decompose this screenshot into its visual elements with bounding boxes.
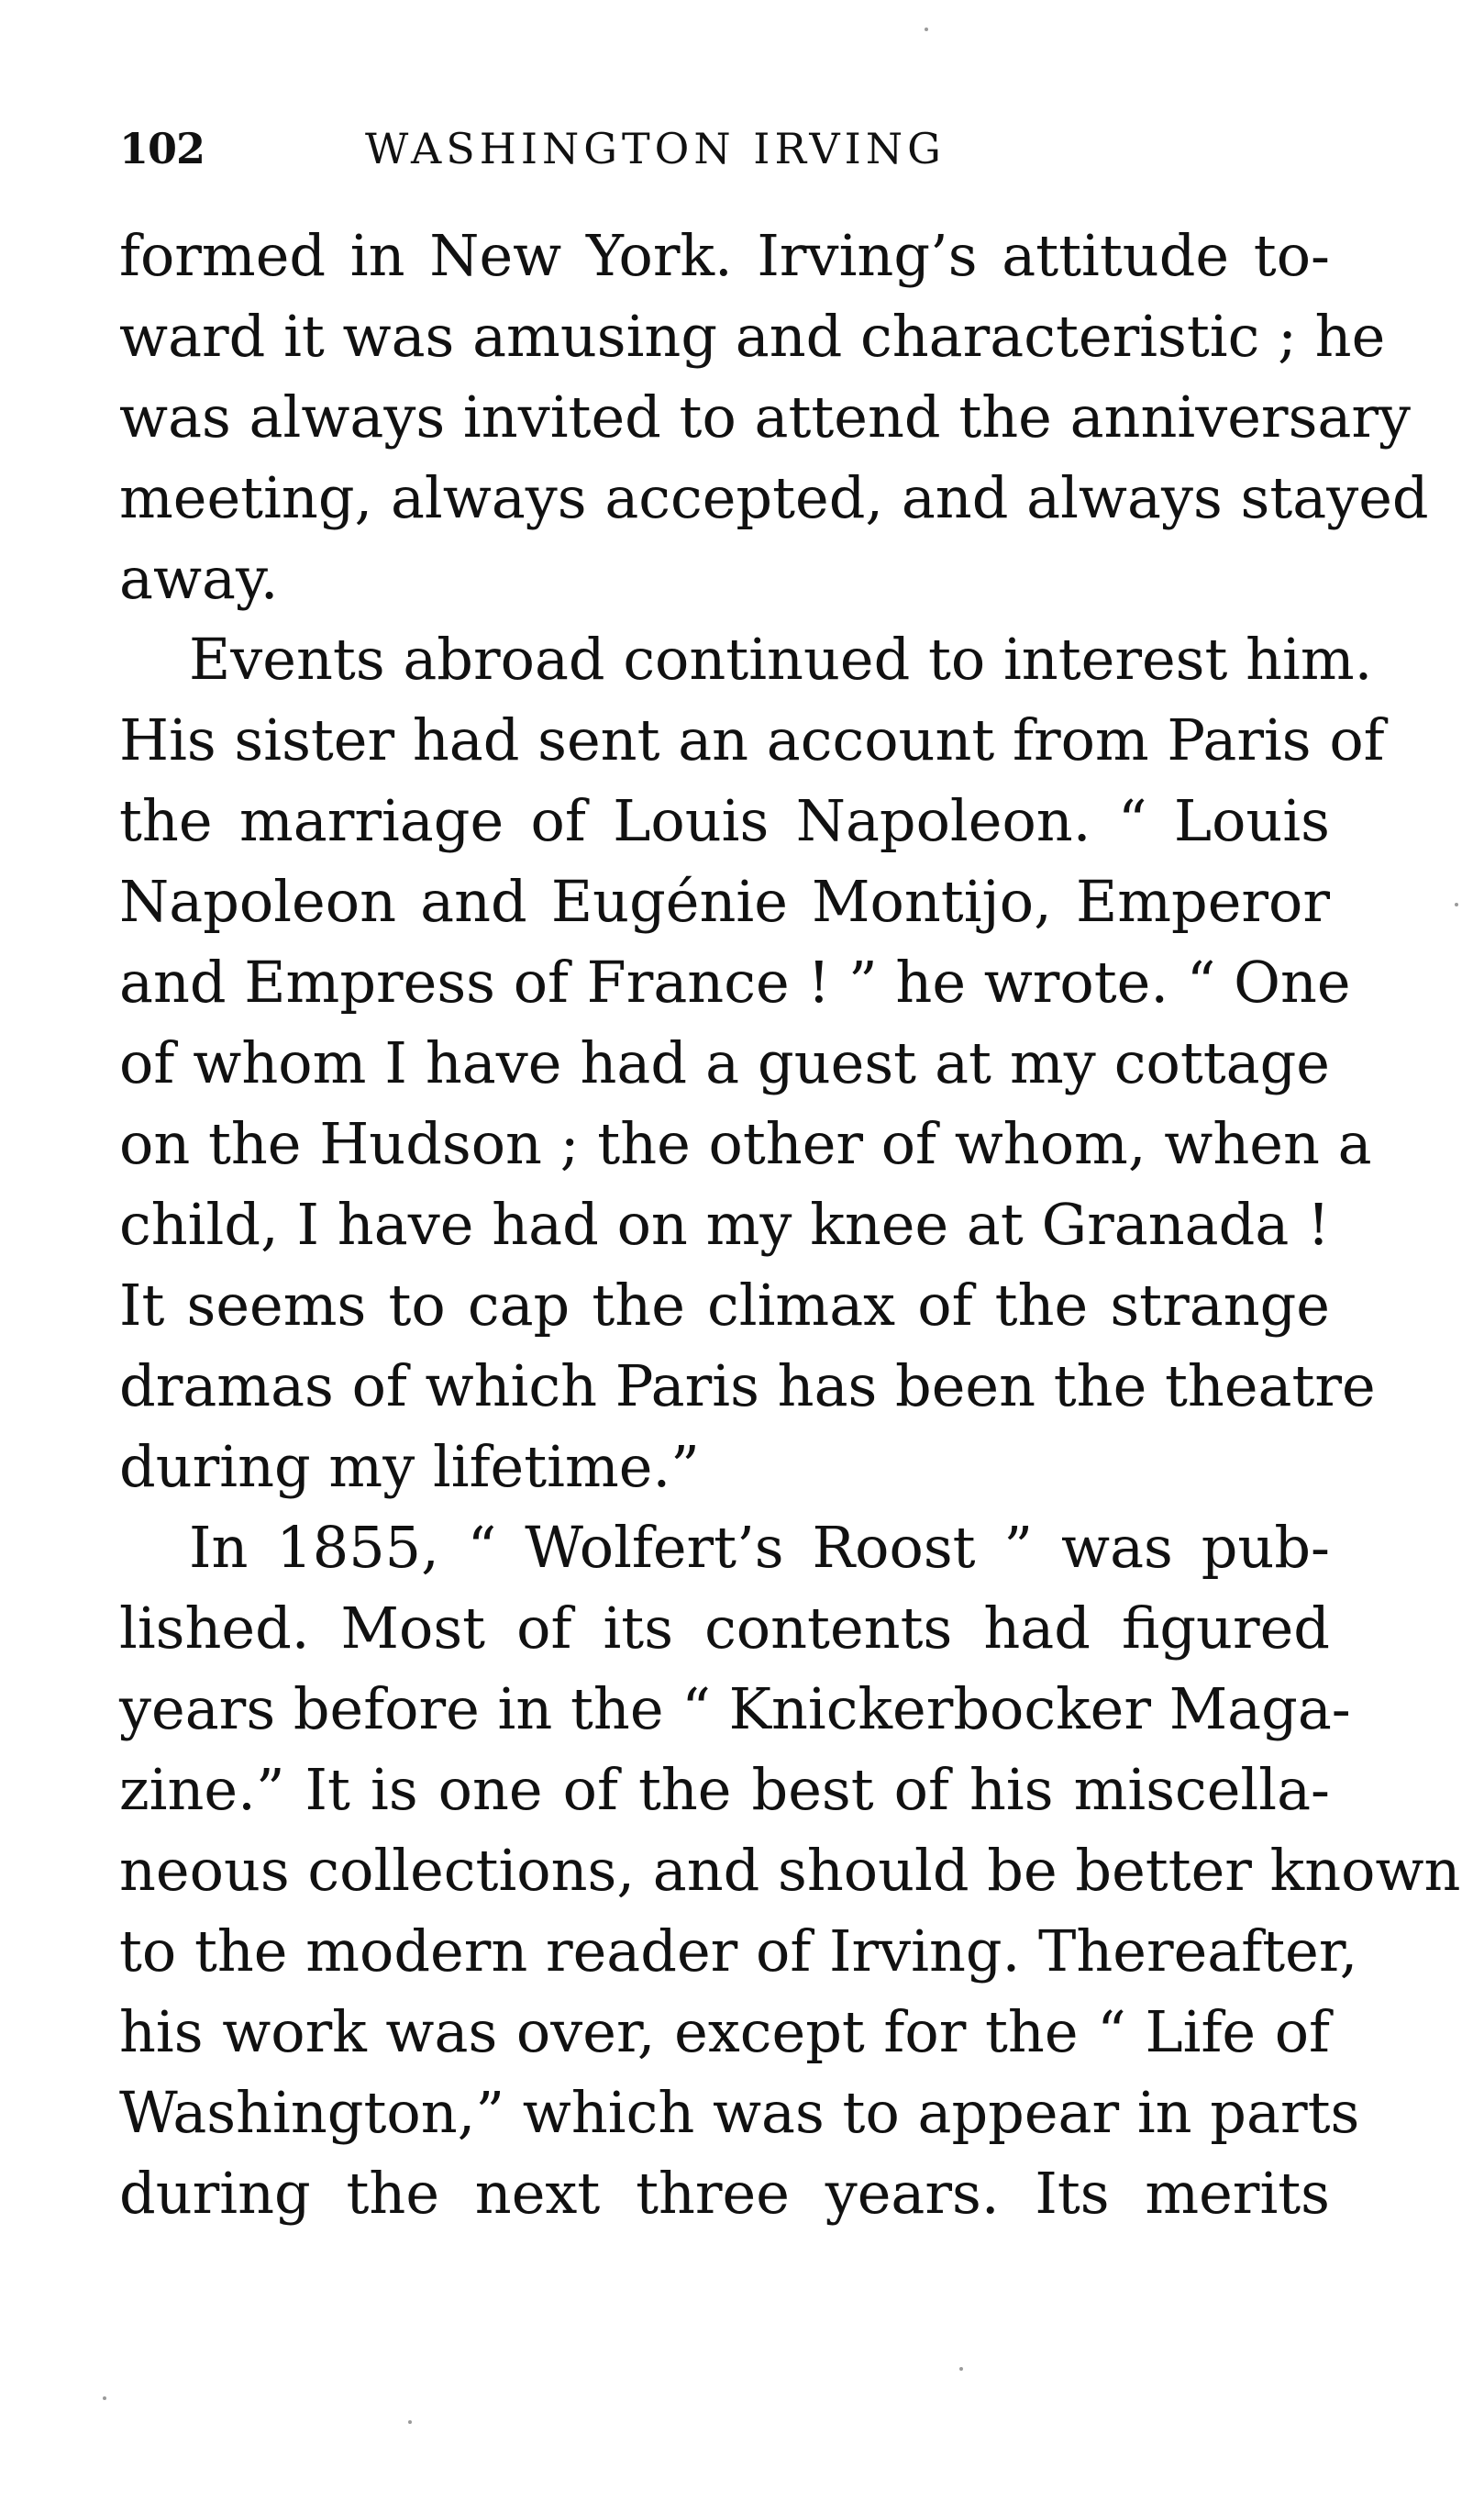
text-line: lished. Most of its contents had figured [119, 1595, 1330, 1662]
text-line: during the next three years. Its merits [119, 2160, 1330, 2227]
text-line: on the Hudson ; the other of whom, when a [119, 1110, 1372, 1177]
paper-speck [1455, 903, 1458, 906]
text-line: formed in New York. Irving’s attitude to- [119, 222, 1330, 289]
text-line: Events abroad continued to interest him. [189, 626, 1373, 693]
text-line: his work was over, except for the “ Life of [119, 1998, 1330, 2065]
body-text [119, 216, 1461, 2234]
text-line: Napoleon and Eugénie Montijo, Emperor [119, 868, 1330, 935]
text-line: His sister had sent an account from Paris of [119, 706, 1385, 773]
text-line: the marriage of Louis Napoleon. “ Louis [119, 787, 1330, 854]
text-line: years before in the “ Knickerbocker Maga- [119, 1675, 1351, 1742]
text-line: meeting, always accepted, and always stayed [119, 464, 1429, 531]
text-line: ward it was amusing and characteristic ; he [119, 303, 1386, 370]
text-line: zine.” It is one of the best of his miscella- [119, 1756, 1330, 1823]
paper-speck [408, 2420, 412, 2424]
text-line: Washington,” which was to appear in parts [119, 2079, 1360, 2146]
text-line: It seems to cap the climax of the strange [119, 1272, 1330, 1339]
text-line: child, I have had on my knee at Granada ! [119, 1191, 1330, 1258]
text-line: was always invited to attend the anniversary [119, 383, 1412, 450]
paragraph [119, 619, 1385, 1507]
paragraph [119, 216, 1429, 619]
page-number: 102 [119, 124, 205, 173]
text-line: of whom I have had a guest at my cottage [119, 1029, 1330, 1096]
text-line: In 1855, “ Wolfert’s Roost ” was pub- [189, 1514, 1330, 1581]
paper-speck [925, 28, 928, 31]
text-line: to the modern reader of Irving. Thereafter, [119, 1917, 1358, 1984]
text-line: dramas of which Paris has been the theatre [119, 1352, 1376, 1419]
text-line: during my lifetime.” [119, 1433, 700, 1500]
text-line: and Empress of France ! ” he wrote. “ One [119, 949, 1351, 1016]
running-title: WASHINGTON IRVING [365, 124, 946, 173]
paper-speck [103, 2396, 106, 2400]
running-head [119, 121, 1128, 176]
paper-speck [959, 2367, 963, 2371]
text-line: neous collections, and should be better known [119, 1837, 1461, 1904]
paragraph [119, 1507, 1461, 2234]
text-line: away. [119, 545, 279, 612]
